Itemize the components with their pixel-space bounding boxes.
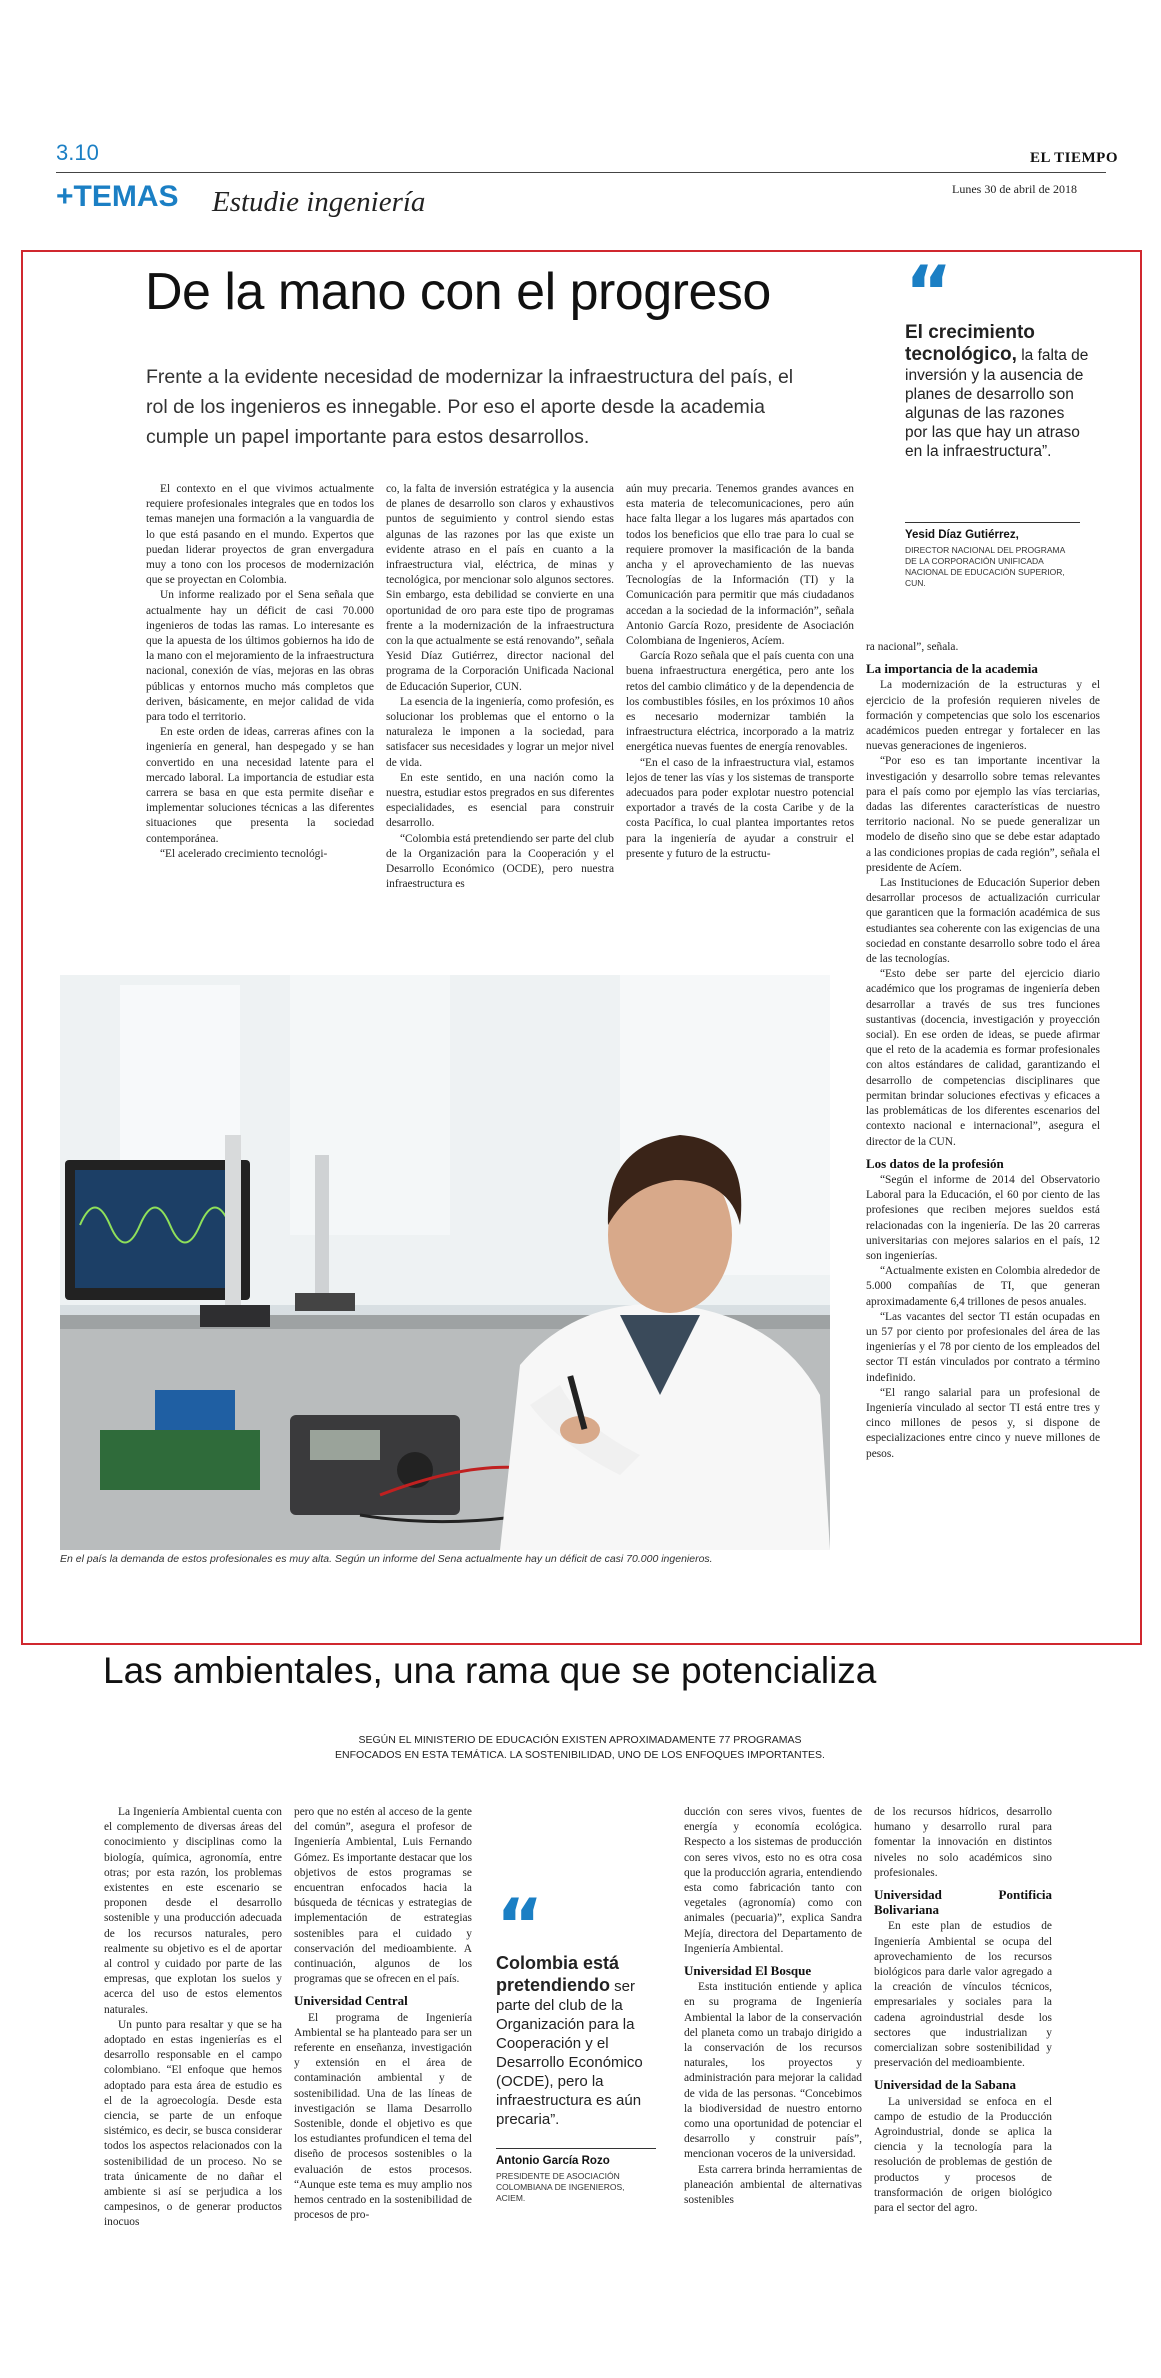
paragraph: La universidad se enfoca en el campo de estudio de la Producción Agroindustrial, donde se aplica la ciencia y la tecnología para la resolución de problemas de gestión de productos y procesos de transformación de origen biológico para el sector del agro.: [874, 2095, 1052, 2215]
pull-quote-lead: El crecimiento tecnológico,: [905, 322, 1035, 365]
paragraph: La Ingeniería Ambiental cuenta con el complemento de diversas áreas del conocimiento y disciplinas como la biología, química, agronomía, entre otras; por esta razón, los problemas existentes en este escenario se proponen desde el desarrollo sostenible y una producción adecuada de los recursos naturales, pero realmente su objetivo es el de aportar al control y cuidado por parte de las empresas, que explotan los suelos y acerca del uso de estos elementos naturales.: [104, 1806, 282, 2016]
section-subtitle: Estudie ingeniería: [212, 186, 426, 218]
article2-subtitle-line2: ENFOCADOS EN ESTA TEMÁTICA. LA SOSTENIBILIDAD, UNO DE LOS ENFOQUES IMPORTANTES.: [335, 1749, 825, 1761]
paragraph: aún muy precaria. Tenemos grandes avances en esta materia de telecomunicaciones, pero aún hace falta llegar a los lugares más apartados con todos los beneficios que ello trae para lo cual se requiere promover la masificación de la banda ancha y el aprovechamiento de las nuevas Tecnologías de la Información (TI) y la Comunicación para permitir que más ciudadanos accedan a la sociedad de la información”, señala Antonio García Rozo, presidente de Asociación Colombiana de Ingenieros, Acíem.: [626, 483, 854, 648]
paragraph: ra nacional”, señala.: [866, 641, 959, 653]
quote-mark-icon: “: [496, 1883, 544, 1967]
subheading: Universidad de la Sabana: [874, 2077, 1016, 2093]
article-title: De la mano con el progreso: [145, 263, 771, 321]
paragraph: co, la falta de inversión estratégica y la ausencia de planes de desarrollo son claros y exhaustivos puntos de seguimiento y control siendo estas algunas de las razones por las que existe un evidente atraso en el país en cuanto a la infraestructura vial, eléctrica, de minas y tecnológica, por mencionar solo algunos sectores. Sin embargo, esta debilidad se convierte en una oportunidad de oro para este tipo de programas frente a la modernización de la infraestructura con la que actualmente se está renovando”, señala Yesid Díaz Gutiérrez, director nacional del programa de la Corporación Unificada Nacional de Educación Superior, CUN.: [386, 483, 614, 693]
section-label: +TEMAS: [56, 180, 179, 213]
article2-column-2: [294, 1805, 472, 2223]
quote-mark-icon: “: [905, 250, 953, 334]
subheading: Universidad El Bosque: [684, 1963, 812, 1979]
quote-rule-2: [496, 2148, 656, 2149]
article1-column-4: [866, 640, 1100, 1462]
page-number: 3.10: [56, 140, 99, 165]
paragraph: “En el caso de la infraestructura vial, estamos lejos de tener las vías y los sistemas de transporte adecuados para poder explotar nuestro potencial exportador a través de la costa Caribe y de la costa Pacífica, lo cual plantea importantes retos para la ingeniería de ayudar a construir el presente y futuro de la estructu-: [626, 756, 854, 860]
paragraph: “El acelerado crecimiento tecnológi-: [160, 847, 328, 860]
photo-engineer-lab: [60, 975, 830, 1550]
paragraph: Esta institución entiende y aplica en su programa de Ingeniería Ambiental la labor de la conservación del planeta como un trabajo dirigido a la conservación de los recursos naturales, los proyectos y administración para mejorar la calidad de vida de las personas. “Concebimos la biodiversidad de nuestro entorno como una oportunidad de potenciar el desarrollo y construir país”, mencionan voceros de la universidad.: [684, 1981, 862, 2161]
subheading: Los datos de la profesión: [866, 1155, 1004, 1171]
article1-column-3: [626, 482, 854, 862]
article-lead: Frente a la evidente necesidad de modernizar la infraestructura del país, el rol de los ingenieros es innegable. Por eso el aporte desde la academia cumple un papel importante para estos desarrollos.: [146, 366, 794, 448]
paragraph: En este orden de ideas, carreras afines con la ingeniería en general, han despegado y se han convertido en una necesidad latente para el mercado laboral. La importancia de estudiar esta carrera se basa en que esta permite diseñar e implementar soluciones técnicas a las diferentes situaciones que presenta la sociedad contemporánea.: [146, 726, 374, 845]
paragraph: En este plan de estudios de Ingeniería Ambiental se ocupa del aprovechamiento de los recursos biológicos para darle valor agregado a la creación de vínculos técnicos, empresariales y sociales para la cadena agroindustrial desde los sectores que industrializan y comercializan sobre sostenibilidad y preservación del medioambiente.: [874, 1920, 1052, 2070]
quote-2-author: Antonio García Rozo: [496, 2155, 610, 2167]
article2-column-3: [684, 1805, 862, 2208]
photo-caption: En el país la demanda de estos profesionales es muy alta. Según un informe del Sena actualmente hay un déficit de casi 70.000 ingenieros.: [60, 1553, 713, 1565]
paragraph: Esta carrera brinda herramientas de planeación ambiental de alternativas sostenibles: [684, 2163, 862, 2207]
paragraph: ducción con seres vivos, fuentes de energía y economía ecológica. Respecto a los sistemas de producción con seres vivos, esto no es otra cosa que la producción agraria, entendiendo esta como fabricación tanto con vegetales (agronomía) como con animales (pecuaria)”, explica Sandra Mejía, directora del Departamento de Ingeniería Ambiental.: [684, 1806, 862, 1955]
issue-date: Lunes 30 de abril de 2018: [952, 182, 1077, 196]
pull-quote-2-text: ser parte del club de la Organización para la Cooperación y el Desarrollo Económico (OCDE), pero la infraestructura es aún precaria”.: [496, 1978, 643, 2128]
pull-quote: [905, 322, 1090, 461]
article2-subtitle-line1: SEGÚN EL MINISTERIO DE EDUCACIÓN EXISTEN APROXIMADAMENTE 77 PROGRAMAS: [358, 1734, 802, 1746]
paragraph: “Por eso es tan importante incentivar la investigación y desarrollo sobre temas relevantes para el país como por ejemplo las vías terciarias, dadas las diferentes características de nuestro territorio nacional. No se puede generalizar un modelo de diseño sino que se debe estar adaptado a las condiciones propias de cada región”, señala el presidente de Acíem.: [866, 755, 1100, 874]
paragraph: Las Instituciones de Educación Superior deben desarrollar procesos de actualización curricular que garanticen que la formación académica de sus estudiantes sea coherente con las exigencias de una sociedad en constante desarrollo sobre todo el área de las tecnologías.: [866, 877, 1100, 966]
paragraph: “El rango salarial para un profesional de Ingeniería vinculado al sector TI está entre tres y cinco millones de pesos y, si dispone de especializaciones entre cinco y nueve millones de pesos.: [866, 1386, 1100, 1460]
subheading: Universidad Pontificia Bolivariana: [874, 1887, 1052, 1918]
article-photo: [60, 975, 830, 1550]
quote-author: Yesid Díaz Gutiérrez,: [905, 529, 1019, 541]
paragraph: El programa de Ingeniería Ambiental se ha planteado para ser un referente en enseñanza, investigación y extensión en el área de contaminación ambiental y de sostenibilidad. Una de las líneas de investigación se llama Desarrollo Sostenible, donde el objetivo es que los estudiantes profundicen el tema del diseño de procesos sostenibles o la evaluación de estos procesos. “Aunque este tema es muy amplio nos hemos centrado en la sostenibilidad de procesos de pro-: [294, 2011, 472, 2222]
paragraph: “Esto debe ser parte del ejercicio diario académico que los programas de ingeniería deben desarrollar a través de sus tres funciones sustantivas (docencia, investigación y proyección social). En ese orden de ideas, se puede afirmar que el reto de la academia es formar profesionales con altos estándares de calidad, garantizando el desarrollo de competencias disciplinares que permitan brindar soluciones efectivas y eficaces a las problemáticas de los diferentes escenarios del contexto nacional e internacional”, asegura el director de la CUN.: [866, 968, 1100, 1148]
brand-logo: EL TIEMPO: [1030, 150, 1118, 166]
pull-quote-text: la falta de inversión y la ausencia de planes de desarrollo son algunas de las razones por las que hay un atraso en la infraestructura”.: [905, 347, 1089, 460]
pull-quote-2: [496, 1952, 666, 2129]
paragraph: García Rozo señala que el país cuenta con una buena infraestructura energética, pero ante los retos del cambio climático y de la dependencia de los combustibles fósiles, en los próximos 10 años es necesario modernizar también la infraestructura eléctrica, incorporado a la matriz energética nuevas fuentes de energía renovables.: [626, 650, 854, 754]
article1-column-2: [386, 482, 614, 892]
article2-column-1: [104, 1805, 282, 2231]
paragraph: de los recursos hídricos, desarrollo humano y desarrollo rural para fomentar la innovación en distintos niveles no solo académicos sino profesionales.: [874, 1806, 1052, 1879]
article2-column-4: [874, 1805, 1052, 2216]
paragraph: En este sentido, en una nación como la nuestra, estudiar estos pregrados en sus diferentes especialidades, es esencial para construir desarrollo.: [386, 771, 614, 830]
paragraph: El contexto en el que vivimos actualmente requiere profesionales integrales que en todos los temas manejen una formación a la vanguardia de lo que está pasando en el mundo. Expertos que puedan liderar proyectos de gran envergadura muy a tono con los procesos de modernización que se proyectan en Colombia.: [146, 483, 374, 587]
paragraph: pero que no estén al acceso de la gente del común”, asegura el profesor de Ingeniería Ambiental, Luis Fernando Gómez. Es importante destacar que los objetivos de estos programas se encuentran enfocados hacia la búsqueda de técnicas y estrategias de implementación de estrategias sostenibles para el cuidado y conservación del medioambiente. A continuación, algunos de los programas que se ofrecen en el país.: [294, 1806, 472, 1986]
pull-quote-2-lead: Colombia está pretendiendo: [496, 1953, 620, 1995]
quote-author-title: DIRECTOR NACIONAL DEL PROGRAMA DE LA CORPORACIÓN UNIFICADA NACIONAL DE EDUCACIÓN SUPERIOR, CUN.: [905, 545, 1065, 588]
quote-rule: [905, 522, 1080, 523]
quote-2-author-title: PRESIDENTE DE ASOCIACIÓN COLOMBIANA DE INGENIEROS, ACIEM.: [496, 2171, 625, 2203]
subheading: Universidad Central: [294, 1993, 408, 2009]
article2-title: Las ambientales, una rama que se potencializa: [103, 1650, 877, 1691]
paragraph: Un informe realizado por el Sena señala que actualmente hay un déficit de casi 70.000 ingenieros de todas las ramas. Lo interesante es que la apuesta de los últimos gobiernos ha ido de la mano con el mejoramiento de la infraestructura nacional, conexión de vías, mejoras en las obras públicas y entornos mucho más completos que deriven, básicamente, en mejor calidad de vida para todo el territorio.: [146, 589, 374, 724]
header-rule: [56, 172, 1106, 173]
article2-subtitle: [150, 1733, 1010, 1763]
paragraph: “Según el informe de 2014 del Observatorio Laboral para la Educación, el 60 por ciento de las profesiones que reciben mejores sueldos está relacionadas con la ingeniería. De las 20 carreras universitarias con mejores salarios en el país, 12 son ingenierías.: [866, 1173, 1100, 1262]
paragraph: La esencia de la ingeniería, como profesión, es solucionar los problemas que el entorno o la naturaleza le imponen a la sociedad, para satisfacer sus necesidades y lograr un mejor nivel de vida.: [386, 695, 614, 769]
paragraph: “Colombia está pretendiendo ser parte del club de la Organización para la Cooperación y el Desarrollo Económico (OCDE), pero nuestra infraestructura es: [386, 832, 614, 891]
paragraph: La modernización de la estructuras y el ejercicio de la profesión requieren niveles de formación y competencias que solo los escenarios académicos pueden entregar y fortalecer en las nuevas generaciones de ingenieros.: [866, 679, 1100, 753]
subheading: La importancia de la academia: [866, 661, 1038, 677]
paragraph: Un punto para resaltar y que se ha adoptado en estas ingenierías es el desarrollo responsable en el campo colombiano. “El enfoque que hemos adoptado para esta área de estudio es el de la agroecología. Desde esta ciencia, se parte de un enfoque sistémico, es decir, se busca considerar todos los aspectos relacionados con la sostenibilidad de un proceso. No se trata únicamente de no dañar el ambiente si así se perjudica a los campesinos, o de generar productos inocuos: [104, 2018, 282, 2229]
paragraph: “Las vacantes del sector TI están ocupadas en un 57 por ciento por profesionales del área de las ingenierías y el 78 por ciento de los empleados del sector TI están vinculados por contrato a término indefinido.: [866, 1310, 1100, 1384]
paragraph: “Actualmente existen en Colombia alrededor de 5.000 compañías de TI, que generan aproximadamente 6,4 trillones de pesos anuales.: [866, 1265, 1100, 1308]
article1-column-1: [146, 482, 374, 862]
